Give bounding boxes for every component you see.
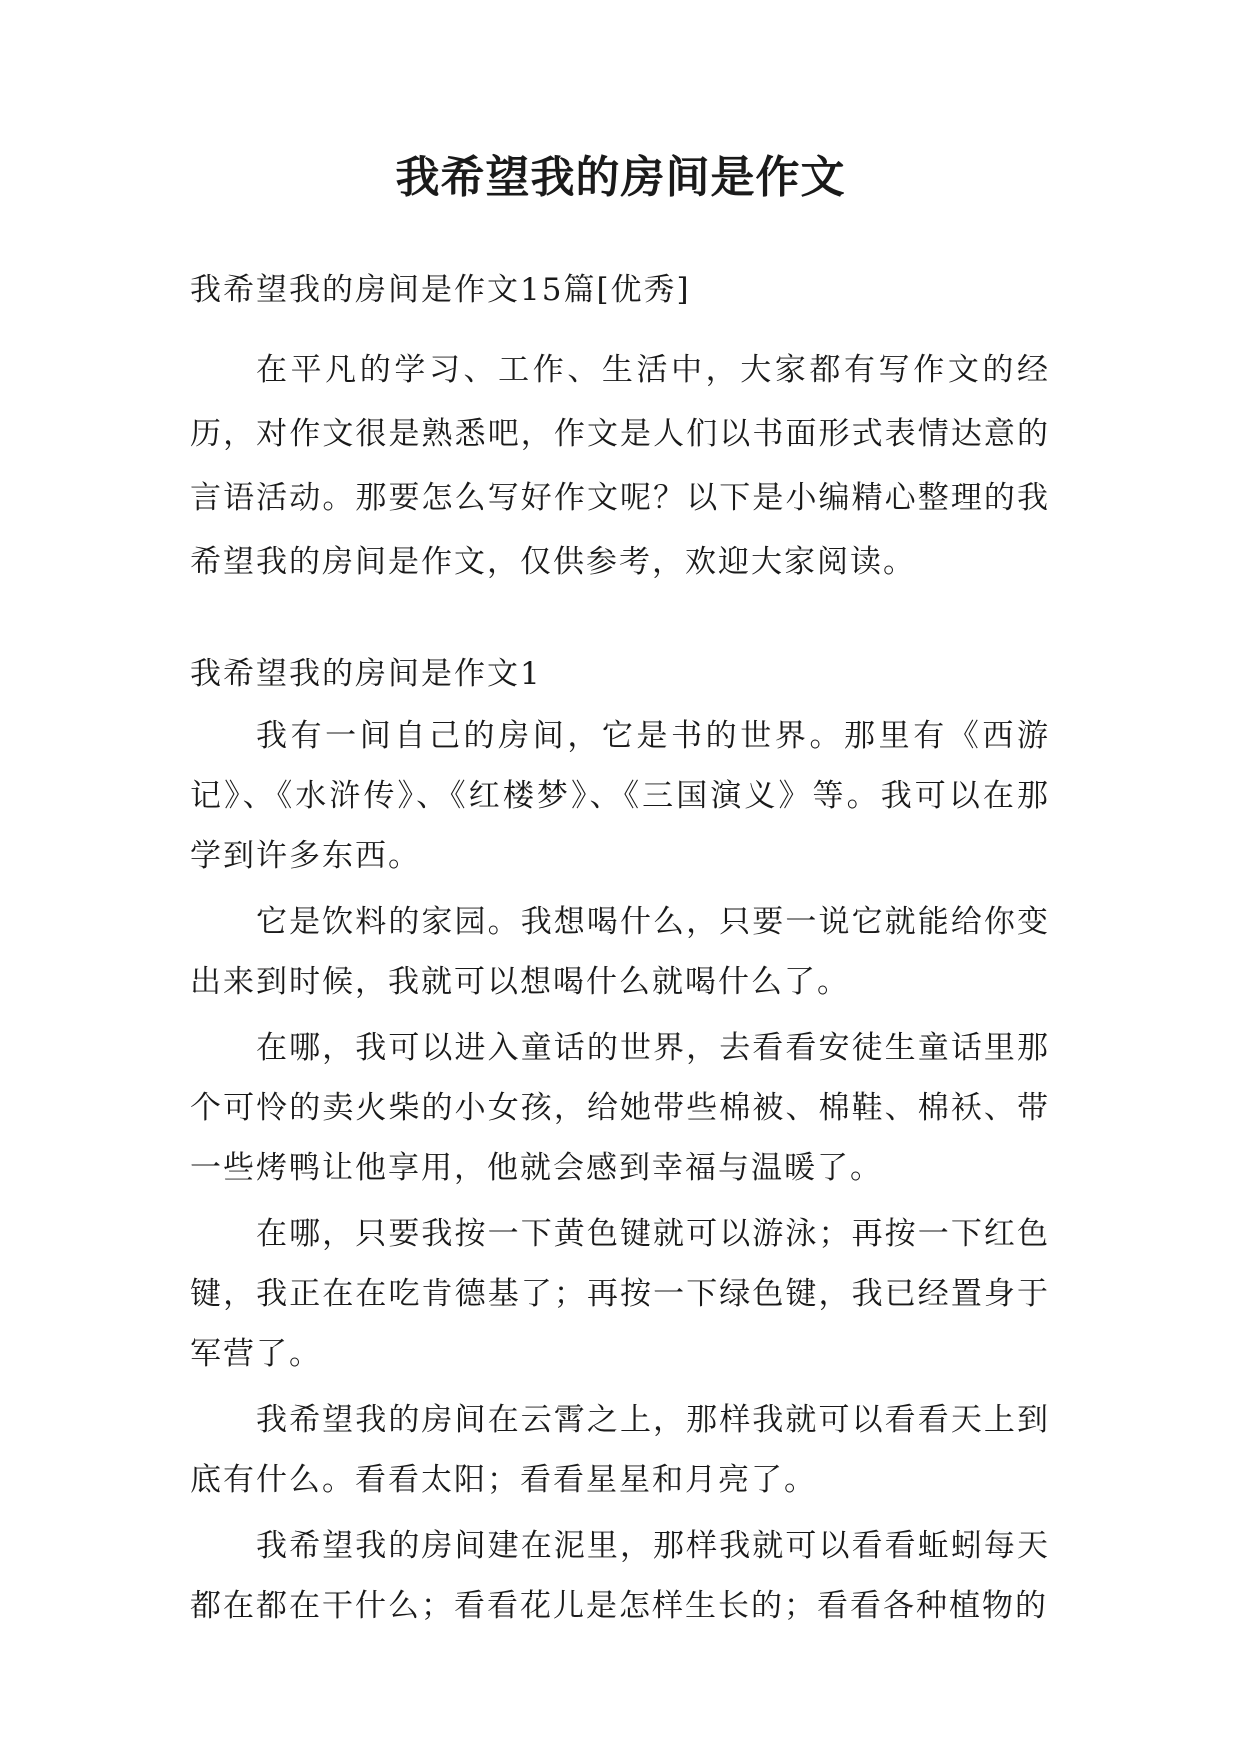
paragraph: 在哪，只要我按一下黄色键就可以游泳；再按一下红色键，我正在在吃肯德基了；再按一下绿色键，我已经置身于军营了。 bbox=[190, 1216, 1050, 1372]
paragraph: 我希望我的房间建在泥里，那样我就可以看看蚯蚓每天都在都在干什么；看看花儿是怎样生长的；看看各种植物的 bbox=[190, 1528, 1050, 1624]
intro-paragraph: 在平凡的学习、工作、生活中，大家都有写作文的经历，对作文很是熟悉吧，作文是人们以书面形式表情达意的言语活动。那要怎么写好作文呢？以下是小编精心整理的我希望我的房间是作文，仅供参考，欢迎大家阅读。 bbox=[190, 352, 1050, 580]
section-body bbox=[190, 706, 1050, 1642]
document-subtitle: 我希望我的房间是作文15篇[优秀] bbox=[190, 272, 691, 308]
document-title: 我希望我的房间是作文 bbox=[395, 152, 846, 203]
section-heading: 我希望我的房间是作文1 bbox=[190, 656, 542, 692]
paragraph: 在哪，我可以进入童话的世界，去看看安徒生童话里那个可怜的卖火柴的小女孩，给她带些棉被、棉鞋、棉袄、带一些烤鸭让他享用，他就会感到幸福与温暖了。 bbox=[190, 1030, 1050, 1186]
paragraph: 我希望我的房间在云霄之上，那样我就可以看看天上到底有什么。看看太阳；看看星星和月亮了。 bbox=[190, 1402, 1050, 1498]
paragraph: 它是饮料的家园。我想喝什么，只要一说它就能给你变出来到时候，我就可以想喝什么就喝什么了。 bbox=[190, 904, 1050, 1000]
paragraph: 我有一间自己的房间，它是书的世界。那里有《西游记》、《水浒传》、《红楼梦》、《三国演义》等。我可以在那学到许多东西。 bbox=[190, 718, 1050, 874]
